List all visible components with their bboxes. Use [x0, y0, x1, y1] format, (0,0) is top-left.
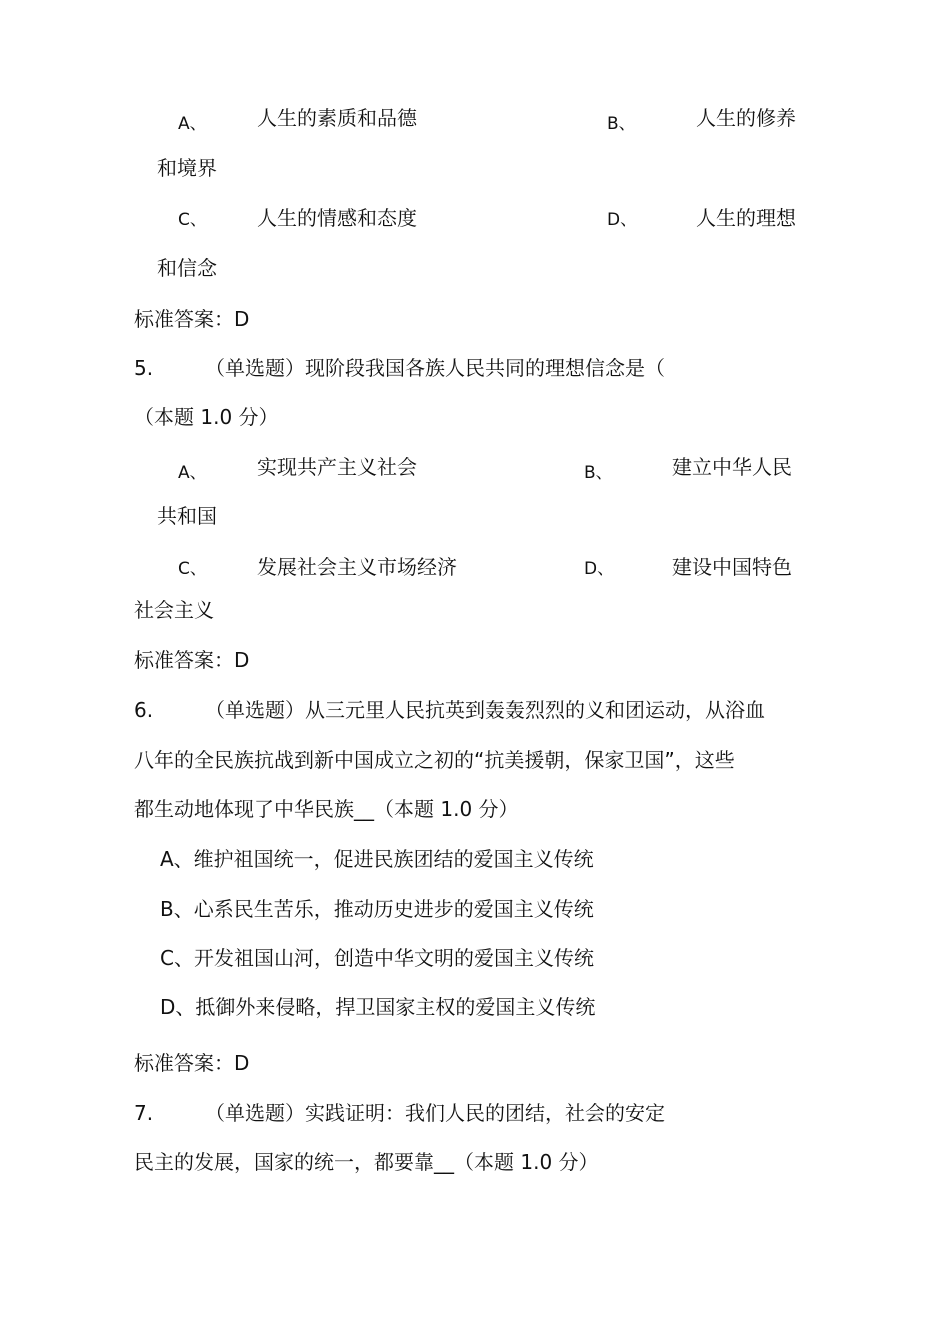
- q5-option-a-letter: A、: [178, 463, 207, 483]
- q6-number: 6.: [134, 698, 154, 722]
- q5-option-d-continuation: 社会主义: [134, 598, 214, 622]
- q4-option-d-continuation: 和信念: [157, 256, 217, 280]
- q4-option-d-letter: D、: [607, 210, 638, 230]
- q6-option-c: C、开发祖国山河，创造中华文明的爱国主义传统: [160, 946, 594, 970]
- q5-stem-line2: （本题 1.0 分）: [134, 405, 279, 429]
- q4-option-b-continuation: 和境界: [157, 156, 217, 180]
- q6-stem-line2: 八年的全民族抗战到新中国成立之初的“抗美援朝，保家卫国”，这些: [134, 748, 735, 772]
- q4-option-a-letter: A、: [178, 114, 207, 134]
- q7-stem-line1: （单选题）实践证明：我们人民的团结，社会的安定: [205, 1101, 665, 1125]
- q6-option-d: D、抵御外来侵略，捍卫国家主权的爱国主义传统: [160, 995, 596, 1019]
- q5-option-d-letter: D、: [584, 559, 615, 579]
- q6-option-b: B、心系民生苦乐，推动历史进步的爱国主义传统: [160, 897, 594, 921]
- q5-number: 5.: [134, 356, 154, 380]
- q7-number: 7.: [134, 1101, 154, 1125]
- q4-option-c-letter: C、: [178, 210, 207, 230]
- q5-option-b-letter: B、: [584, 463, 613, 483]
- q6-option-a: A、维护祖国统一，促进民族团结的爱国主义传统: [160, 847, 594, 871]
- q4-option-b-letter: B、: [607, 114, 636, 134]
- q5-option-c-letter: C、: [178, 559, 207, 579]
- q6-stem-line3: 都生动地体现了中华民族__（本题 1.0 分）: [134, 797, 519, 821]
- q4-option-d-text: 人生的理想: [696, 206, 796, 230]
- q5-option-d-text: 建设中国特色: [672, 555, 792, 579]
- q5-option-b-continuation: 共和国: [157, 504, 217, 528]
- q4-answer: 标准答案：D: [134, 307, 250, 331]
- q7-stem-line2: 民主的发展，国家的统一，都要靠__（本题 1.0 分）: [134, 1150, 599, 1174]
- q5-answer: 标准答案：D: [134, 648, 250, 672]
- q5-option-c-text: 发展社会主义市场经济: [257, 555, 457, 579]
- q4-option-a-text: 人生的素质和品德: [257, 106, 417, 130]
- q5-option-a-text: 实现共产主义社会: [257, 455, 417, 479]
- q5-option-b-text: 建立中华人民: [672, 455, 792, 479]
- q6-stem-line1: （单选题）从三元里人民抗英到轰轰烈烈的义和团运动，从浴血: [205, 698, 765, 722]
- q4-option-b-text: 人生的修养: [696, 106, 796, 130]
- q4-option-c-text: 人生的情感和态度: [257, 206, 417, 230]
- q5-stem-line1: （单选题）现阶段我国各族人民共同的理想信念是（: [205, 356, 665, 380]
- q6-answer: 标准答案：D: [134, 1051, 250, 1075]
